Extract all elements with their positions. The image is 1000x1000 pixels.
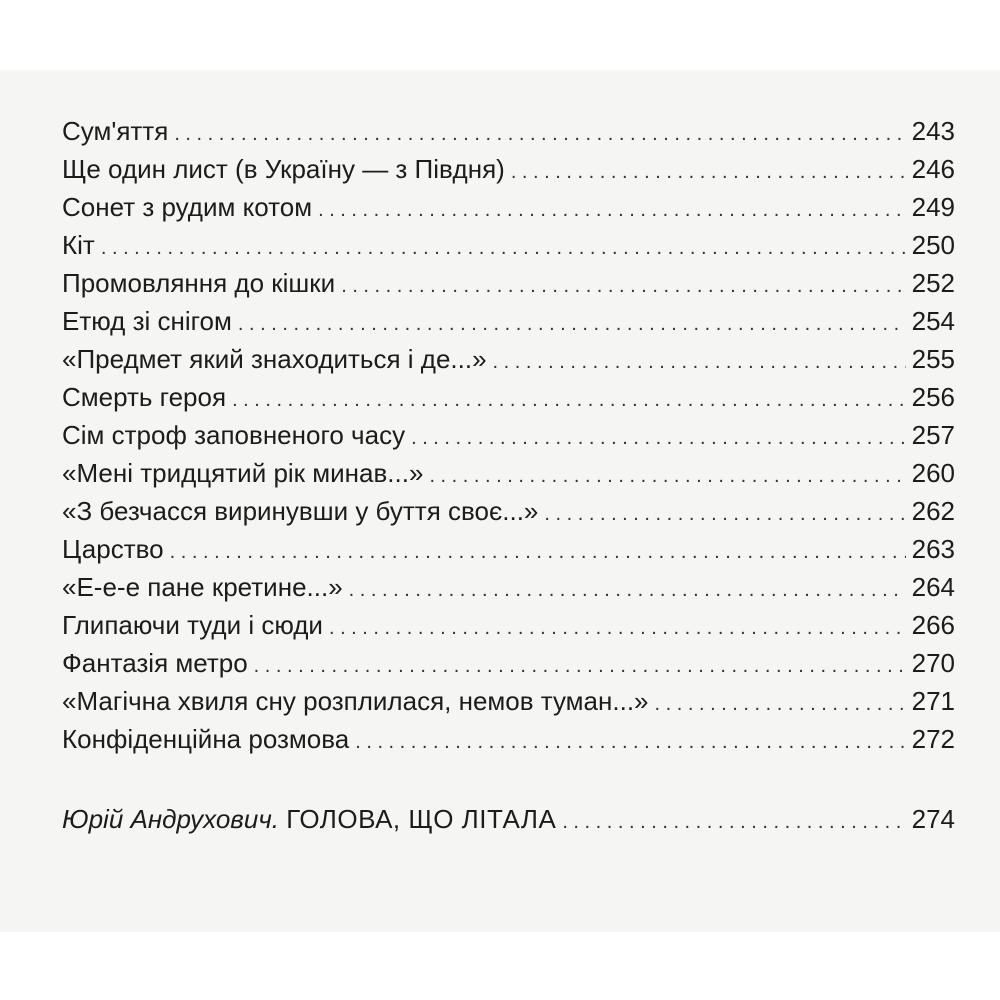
toc-final-entry-title: [62, 800, 562, 838]
toc-entry-page: 254: [911, 306, 955, 336]
toc-leader-dots: [511, 153, 906, 191]
toc-entry: [62, 606, 955, 644]
toc-final-entry: [62, 800, 955, 838]
toc-leader-dots: [341, 267, 905, 305]
toc-entry: [62, 720, 955, 758]
toc-entry-page: 272: [911, 724, 955, 754]
toc-leader-dots: [174, 115, 905, 153]
toc-entry: [62, 188, 955, 226]
toc-entry-title: Промовляння до кішки: [62, 268, 336, 298]
toc-leader-dots: [238, 305, 906, 343]
toc-leader-dots: [101, 229, 906, 267]
toc-entry-page: 271: [911, 686, 955, 716]
toc-entry: [62, 264, 955, 302]
toc-leader-dots: [329, 609, 906, 647]
toc-entry-page: 256: [911, 382, 955, 412]
toc-entry-title: Смерть героя: [62, 382, 227, 412]
toc-entry: [62, 492, 955, 530]
toc-leader-dots: [355, 723, 905, 761]
toc-leader-dots: [429, 457, 905, 495]
toc-leader-dots: [493, 343, 906, 381]
toc-entry-title: Фантазія метро: [62, 648, 248, 678]
toc-entry-page: 255: [911, 344, 955, 374]
toc-entry-title: Конфіденційна розмова: [62, 724, 350, 754]
toc-entry: [62, 226, 955, 264]
table-of-contents: [62, 112, 955, 838]
toc-leader-dots: [349, 571, 906, 609]
toc-leader-dots: [318, 191, 906, 229]
toc-entry: [62, 416, 955, 454]
toc-entry: [62, 530, 955, 568]
toc-leader-dots: [544, 495, 905, 533]
toc-entry-page: 270: [911, 648, 955, 678]
toc-entry-title: «З безчасся виринувши у буття своє...»: [62, 496, 539, 526]
toc-entry-page: 260: [911, 458, 955, 488]
toc-entry-title: «Магічна хвиля сну розплилася, немов туман...»: [62, 686, 649, 716]
toc-final-entry-page: 274: [911, 804, 955, 834]
toc-entry-page: 262: [911, 496, 955, 526]
toc-entry-title: Сонет з рудим котом: [62, 192, 313, 222]
toc-leader-dots: [232, 381, 906, 419]
toc-entry-page: 249: [911, 192, 955, 222]
toc-entry-title: Сум'яття: [62, 116, 169, 146]
toc-entry: [62, 302, 955, 340]
toc-entry-page: 252: [911, 268, 955, 298]
toc-leader-dots: [170, 533, 906, 571]
toc-entry-title: Глипаючи туди і сюди: [62, 610, 323, 640]
toc-entry-title: Сім строф заповненого часу: [62, 420, 406, 450]
toc-entry-title: Ще один лист (в Україну — з Півдня): [62, 154, 505, 184]
toc-leader-dots: [655, 685, 906, 723]
toc-entry-title: «Е-е-е пане кретине...»: [62, 572, 343, 602]
toc-entry: [62, 378, 955, 416]
toc-entry-title: «Мені тридцятий рік минав...»: [62, 458, 424, 488]
toc-final-entry-work: ГОЛОВА, ЩО ЛІТАЛА: [286, 804, 557, 834]
toc-entry: [62, 682, 955, 720]
toc-entry-title: «Предмет який знаходиться і де...»: [62, 344, 487, 374]
toc-entry-page: 246: [911, 154, 955, 184]
toc-leader-dots: [562, 803, 905, 841]
toc-entry-page: 264: [911, 572, 955, 602]
toc-entry-title: Етюд зі снігом: [62, 306, 232, 336]
toc-leader-dots: [411, 419, 906, 457]
toc-leader-dots: [254, 647, 906, 685]
toc-entry-page: 257: [911, 420, 955, 450]
toc-entry-title: Царство: [62, 534, 164, 564]
toc-entry: [62, 644, 955, 682]
toc-entry: [62, 454, 955, 492]
book-page: [0, 70, 1000, 932]
toc-entry-page: 263: [911, 534, 955, 564]
toc-entry: [62, 112, 955, 150]
toc-entry-page: 266: [911, 610, 955, 640]
toc-entry-page: 250: [911, 230, 955, 260]
toc-entry: [62, 568, 955, 606]
toc-entry-title: Кіт: [62, 230, 95, 260]
toc-entry: [62, 150, 955, 188]
toc-final-entry-author: Юрій Андрухович.: [62, 804, 280, 834]
toc-entry: [62, 340, 955, 378]
toc-entry-page: 243: [911, 116, 955, 146]
